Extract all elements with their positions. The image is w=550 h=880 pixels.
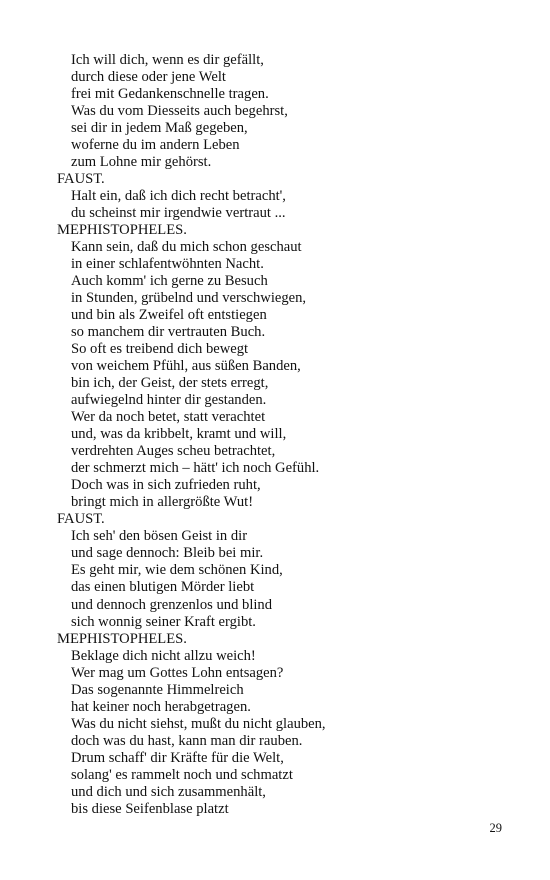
verse-line: Das sogenannte Himmelreich bbox=[71, 681, 244, 698]
verse-line: du scheinst mir irgendwie vertraut ... bbox=[71, 205, 286, 222]
speaker-name: MEPHISTOPHELES. bbox=[57, 630, 187, 647]
verse-line: solang' es rammelt noch und schmatzt bbox=[71, 766, 293, 783]
verse-line: hat keiner noch herabgetragen. bbox=[71, 698, 251, 715]
verse-line: und sage dennoch: Bleib bei mir. bbox=[71, 545, 264, 562]
verse-line: und dich und sich zusammenhält, bbox=[71, 783, 266, 800]
verse-line: und dennoch grenzenlos und blind bbox=[71, 596, 273, 613]
verse-line: So oft es treibend dich bewegt bbox=[71, 341, 249, 358]
verse-line: Es geht mir, wie dem schönen Kind, bbox=[71, 562, 283, 579]
page-number: 29 bbox=[489, 821, 502, 835]
verse-line: Drum schaff' dir Kräfte für die Welt, bbox=[71, 749, 284, 766]
verse-line: von weichem Pfühl, aus süßen Banden, bbox=[71, 358, 301, 375]
play-text bbox=[57, 52, 497, 818]
verse-line: sich wonnig seiner Kraft ergibt. bbox=[71, 613, 256, 630]
verse-line: und bin als Zweifel oft entstiegen bbox=[71, 307, 267, 324]
speaker-name: FAUST. bbox=[57, 171, 105, 188]
verse-line: Beklage dich nicht allzu weich! bbox=[71, 647, 256, 664]
verse-line: woferne du im andern Leben bbox=[71, 137, 240, 154]
verse-line: Kann sein, daß du mich schon geschaut bbox=[71, 239, 302, 256]
verse-line: Ich seh' den bösen Geist in dir bbox=[71, 528, 248, 545]
verse-line: sei dir in jedem Maß gegeben, bbox=[71, 120, 248, 137]
verse-line: und, was da kribbelt, kramt und will, bbox=[71, 426, 287, 443]
verse-line: bis diese Seifenblase platzt bbox=[71, 800, 229, 817]
verse-line: bringt mich in allergrößte Wut! bbox=[71, 494, 254, 511]
verse-line: Auch komm' ich gerne zu Besuch bbox=[71, 273, 268, 290]
verse-line: so manchem dir vertrauten Buch. bbox=[71, 324, 266, 341]
verse-line: Wer mag um Gottes Lohn entsagen? bbox=[71, 664, 284, 681]
verse-line: durch diese oder jene Welt bbox=[71, 69, 226, 86]
verse-line: Halt ein, daß ich dich recht betracht', bbox=[71, 188, 286, 205]
verse-line: zum Lohne mir gehörst. bbox=[71, 154, 212, 171]
verse-line: aufwiegelnd hinter dir gestanden. bbox=[71, 392, 267, 409]
verse-line: bin ich, der Geist, der stets erregt, bbox=[71, 375, 269, 392]
verse-line: der schmerzt mich – hätt' ich noch Gefühl. bbox=[71, 460, 320, 477]
verse-line: Was du vom Diesseits auch begehrst, bbox=[71, 103, 288, 120]
verse-line: frei mit Gedankenschnelle tragen. bbox=[71, 86, 269, 103]
verse-line: Doch was in sich zufrieden ruht, bbox=[71, 477, 261, 494]
speaker-name: MEPHISTOPHELES. bbox=[57, 222, 187, 239]
verse-line: in einer schlafentwöhnten Nacht. bbox=[71, 256, 264, 273]
verse-line: Ich will dich, wenn es dir gefällt, bbox=[71, 52, 264, 68]
verse-line: Was du nicht siehst, mußt du nicht glauben, bbox=[71, 715, 326, 732]
verse-line: verdrehten Auges scheu betrachtet, bbox=[71, 443, 276, 460]
verse-line: das einen blutigen Mörder liebt bbox=[71, 579, 255, 596]
verse-line: in Stunden, grübelnd und verschwiegen, bbox=[71, 290, 307, 307]
speaker-name: FAUST. bbox=[57, 511, 105, 528]
verse-line: doch was du hast, kann man dir rauben. bbox=[71, 732, 303, 749]
verse-line: Wer da noch betet, statt verachtet bbox=[71, 409, 266, 426]
